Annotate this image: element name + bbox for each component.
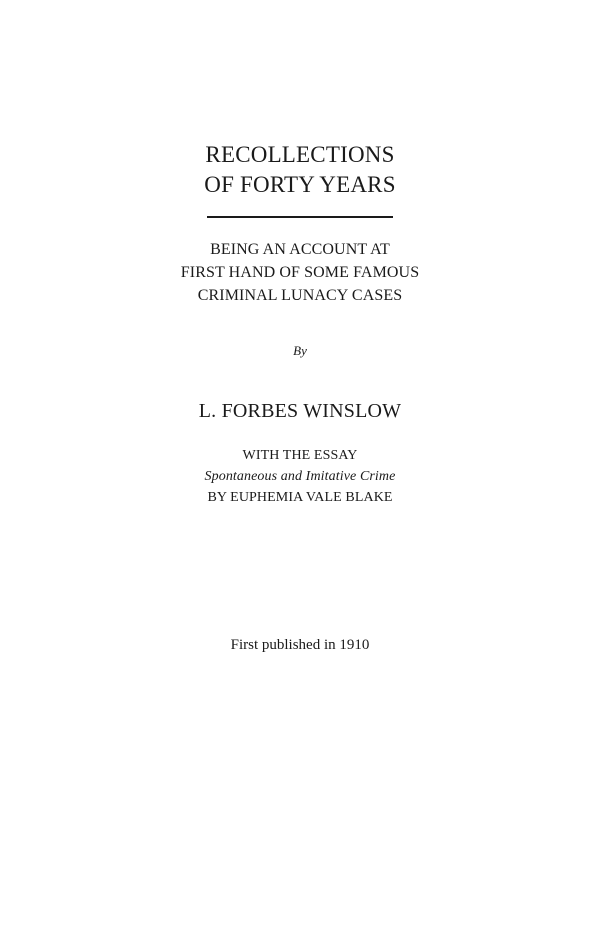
essay-credit xyxy=(0,445,600,508)
essay-author: BY EUPHEMIA VALE BLAKE xyxy=(207,490,393,505)
publication-note: First published in 1910 xyxy=(230,637,370,653)
essay-intro: WITH THE ESSAY xyxy=(242,448,358,463)
author-name: L. FORBES WINSLOW xyxy=(198,400,402,422)
byline: By xyxy=(293,343,307,358)
book-title-line-1: RECOLLECTIONS xyxy=(205,142,395,167)
book-subtitle xyxy=(0,238,600,307)
book-title xyxy=(0,140,600,200)
book-subtitle-line-2: FIRST HAND OF SOME FAMOUS xyxy=(180,264,420,281)
title-divider xyxy=(207,216,393,218)
essay-title: Spontaneous and Imitative Crime xyxy=(204,469,396,484)
book-subtitle-line-3: CRIMINAL LUNACY CASES xyxy=(197,287,403,304)
book-title-line-2: OF FORTY YEARS xyxy=(204,172,396,197)
book-subtitle-line-1: BEING AN ACCOUNT AT xyxy=(210,241,390,258)
